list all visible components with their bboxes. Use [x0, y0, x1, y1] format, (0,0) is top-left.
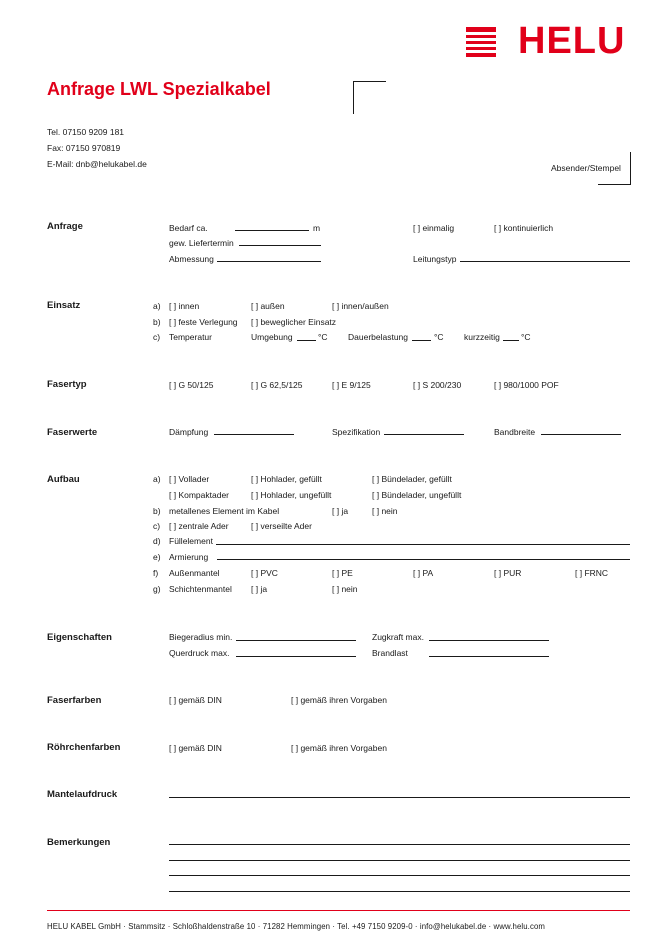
section-aufbau: Aufbau — [47, 474, 80, 485]
contact-fax: Fax: 07150 970819 — [47, 143, 121, 153]
verseilte-ader-option[interactable]: [ ] verseilte Ader — [251, 521, 312, 531]
kurzzeitig-field[interactable] — [503, 340, 519, 341]
temperatur-label: Temperatur — [169, 332, 212, 342]
schichtenmantel-ja-option[interactable]: [ ] ja — [251, 584, 268, 594]
kompaktader-option[interactable]: [ ] Kompaktader — [169, 490, 230, 500]
armierung-field[interactable] — [217, 559, 630, 560]
kurzzeitig-unit: °C — [521, 332, 531, 342]
bandbreite-label: Bandbreite — [494, 427, 536, 437]
bemerkungen-field[interactable] — [169, 875, 630, 876]
einmalig-option[interactable]: [ ] einmalig — [413, 223, 455, 233]
aufbau-letter-e: e) — [153, 552, 161, 562]
querdruck-label: Querdruck max. — [169, 648, 230, 658]
feste-verlegung-option[interactable]: [ ] feste Verlegung — [169, 317, 238, 327]
section-anfrage: Anfrage — [47, 221, 83, 232]
abmessung-field[interactable] — [217, 261, 321, 262]
logo-text: HELU — [518, 20, 626, 62]
fasertyp-option[interactable]: [ ] 980/1000 POF — [494, 380, 559, 390]
section-mantelaufdruck: Mantelaufdruck — [47, 789, 118, 800]
helu-logo — [466, 20, 644, 62]
abmessung-label: Abmessung — [169, 254, 214, 264]
bedarf-field[interactable] — [235, 230, 309, 231]
pvc-option[interactable]: [ ] PVC — [251, 568, 278, 578]
fasertyp-option[interactable]: [ ] S 200/230 — [413, 380, 462, 390]
spezifikation-label: Spezifikation — [332, 427, 381, 437]
schichtenmantel-nein-option[interactable]: [ ] nein — [332, 584, 358, 594]
brandlast-field[interactable] — [429, 656, 549, 657]
metall-nein-option[interactable]: [ ] nein — [372, 506, 398, 516]
hohlader-ungefuellt-option[interactable]: [ ] Hohlader, ungefüllt — [251, 490, 332, 500]
armierung-label: Armierung — [169, 552, 209, 562]
fasertyp-option[interactable]: [ ] G 50/125 — [169, 380, 214, 390]
pe-option[interactable]: [ ] PE — [332, 568, 353, 578]
logo-stripes-icon — [466, 27, 496, 57]
umgebung-field[interactable] — [297, 340, 316, 341]
bedarf-label: Bedarf ca. — [169, 223, 208, 233]
roehrchenfarben-vorgaben-option[interactable]: [ ] gemäß ihren Vorgaben — [291, 743, 387, 753]
spezifikation-field[interactable] — [384, 434, 464, 435]
section-eigenschaften: Eigenschaften — [47, 632, 112, 643]
innen-option[interactable]: [ ] innen — [169, 301, 200, 311]
footer-text: HELU KABEL GmbH · Stammsitz · Schloßhaldenstraße 10 · 71282 Hemmingen · Tel. +49 7150 9209-0 · info@helukabel.de · www.helu.com — [47, 922, 545, 931]
faserfarben-din-option[interactable]: [ ] gemäß DIN — [169, 695, 222, 705]
bandbreite-field[interactable] — [541, 434, 621, 435]
section-bemerkungen: Bemerkungen — [47, 837, 111, 848]
aufbau-letter-f: f) — [153, 568, 159, 578]
section-faserfarben: Faserfarben — [47, 695, 102, 706]
section-einsatz: Einsatz — [47, 300, 81, 311]
daempfung-field[interactable] — [214, 434, 294, 435]
fuellelement-label: Füllelement — [169, 536, 213, 546]
pa-option[interactable]: [ ] PA — [413, 568, 434, 578]
aufbau-letter-a: a) — [153, 474, 161, 484]
aufbau-letter-b: b) — [153, 506, 161, 516]
kontinuierlich-option[interactable]: [ ] kontinuierlich — [494, 223, 554, 233]
roehrchenfarben-din-option[interactable]: [ ] gemäß DIN — [169, 743, 222, 753]
aufbau-letter-d: d) — [153, 536, 161, 546]
einsatz-letter-b: b) — [153, 317, 161, 327]
section-faserwerte: Faserwerte — [47, 427, 98, 438]
querdruck-field[interactable] — [236, 656, 356, 657]
aussen-option[interactable]: [ ] außen — [251, 301, 285, 311]
umgebung-unit: °C — [318, 332, 328, 342]
einsatz-letter-a: a) — [153, 301, 161, 311]
einsatz-letter-c: c) — [153, 332, 161, 342]
bedarf-unit: m — [313, 223, 321, 233]
buendelader-gefuellt-option[interactable]: [ ] Bündelader, gefüllt — [372, 474, 452, 484]
contact-tel: Tel. 07150 9209 181 — [47, 127, 125, 137]
biegeradius-field[interactable] — [236, 640, 356, 641]
vollader-option[interactable]: [ ] Vollader — [169, 474, 210, 484]
dauerbelastung-unit: °C — [434, 332, 444, 342]
hohlader-gefuellt-option[interactable]: [ ] Hohlader, gefüllt — [251, 474, 322, 484]
leitungstyp-label: Leitungstyp — [413, 254, 457, 264]
biegeradius-label: Biegeradius min. — [169, 632, 233, 642]
footer-divider — [47, 910, 630, 911]
address-corner-top-left — [353, 81, 386, 114]
mantelaufdruck-field[interactable] — [169, 797, 630, 798]
zugkraft-label: Zugkraft max. — [372, 632, 424, 642]
umgebung-label: Umgebung — [251, 332, 293, 342]
fasertyp-option[interactable]: [ ] E 9/125 — [332, 380, 371, 390]
beweglich-option[interactable]: [ ] beweglicher Einsatz — [251, 317, 337, 327]
page-title: Anfrage LWL Spezialkabel — [47, 79, 271, 99]
fasertyp-option[interactable]: [ ] G 62,5/125 — [251, 380, 303, 390]
aufbau-letter-g: g) — [153, 584, 161, 594]
dauerbelastung-field[interactable] — [412, 340, 431, 341]
contact-email[interactable]: E-Mail: dnb@helukabel.de — [47, 159, 147, 169]
zugkraft-field[interactable] — [429, 640, 549, 641]
pur-option[interactable]: [ ] PUR — [494, 568, 522, 578]
innen-aussen-option[interactable]: [ ] innen/außen — [332, 301, 389, 311]
metall-label: metallenes Element im Kabel — [169, 506, 280, 516]
zentrale-ader-option[interactable]: [ ] zentrale Ader — [169, 521, 229, 531]
buendelader-ungefuellt-option[interactable]: [ ] Bündelader, ungefüllt — [372, 490, 462, 500]
schichtenmantel-label: Schichtenmantel — [169, 584, 232, 594]
fuellelement-field[interactable] — [216, 544, 630, 545]
dauerbelastung-label: Dauerbelastung — [348, 332, 409, 342]
leitungstyp-field[interactable] — [460, 261, 630, 262]
aufbau-letter-c: c) — [153, 521, 161, 531]
brandlast-label: Brandlast — [372, 648, 408, 658]
stamp-label: Absender/Stempel — [551, 163, 621, 173]
section-fasertyp: Fasertyp — [47, 379, 87, 390]
kurzzeitig-label: kurzzeitig — [464, 332, 500, 342]
aussenmantel-label: Außenmantel — [169, 568, 220, 578]
bemerkungen-field[interactable] — [169, 891, 630, 892]
daempfung-label: Dämpfung — [169, 427, 209, 437]
liefertermin-field[interactable] — [239, 245, 321, 246]
metall-ja-option[interactable]: [ ] ja — [332, 506, 349, 516]
frnc-option[interactable]: [ ] FRNC — [575, 568, 609, 578]
bemerkungen-field[interactable] — [169, 860, 630, 861]
faserfarben-vorgaben-option[interactable]: [ ] gemäß ihren Vorgaben — [291, 695, 387, 705]
bemerkungen-field[interactable] — [169, 844, 630, 845]
liefertermin-label: gew. Liefertermin — [169, 238, 234, 248]
section-roehrchenfarben: Röhrchenfarben — [47, 742, 121, 753]
